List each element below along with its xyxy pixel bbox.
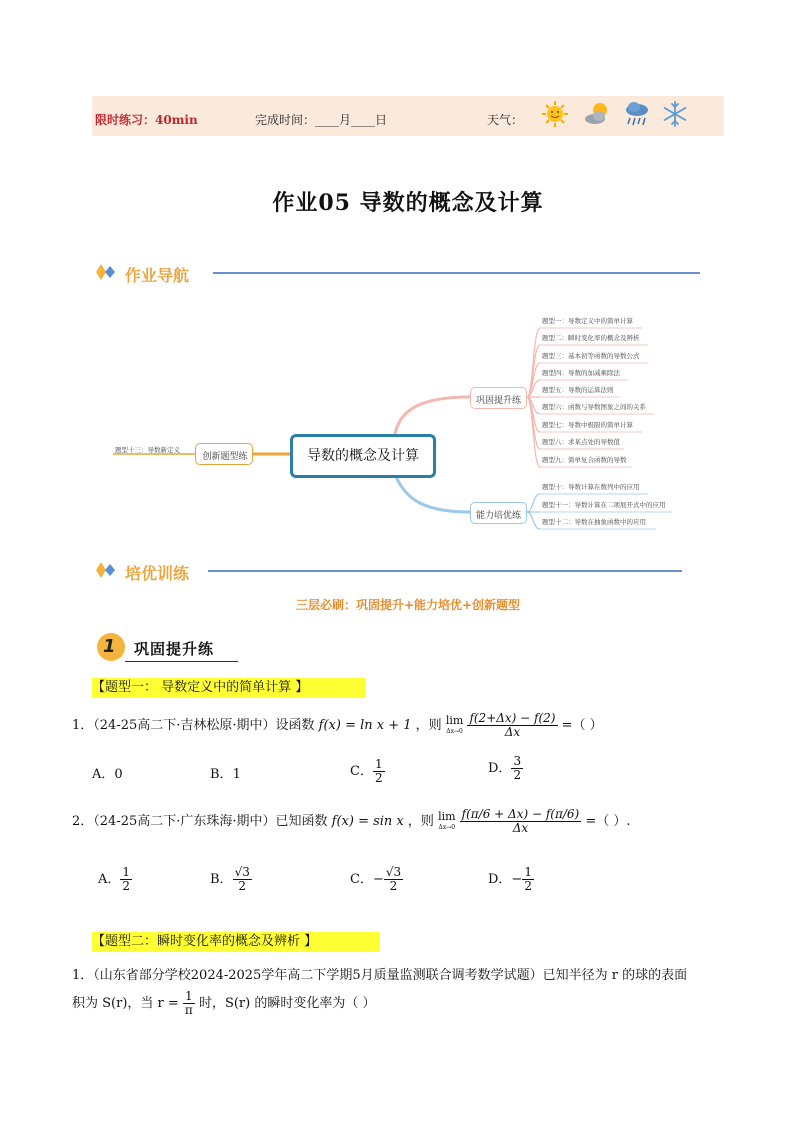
mindmap-leaf: 题型四：导数的加减乘除法 <box>542 369 620 377</box>
option-c[interactable]: C． $\frac{1}{2}$ <box>350 757 383 785</box>
practice-subtitle: 三层必刷：巩固提升+能力培优+创新题型 <box>295 598 521 612</box>
section-diamond-icon <box>96 264 118 280</box>
mindmap-leaf: 题型三：基本初等函数的导数公式 <box>542 352 640 360</box>
question-tail: =（ ） <box>561 718 603 733</box>
option-d[interactable]: D． $\frac{3}{2}$ <box>488 754 522 782</box>
sun-icon <box>540 99 570 129</box>
question-3-line-2: 积为 S(r)，当 r = $\frac{1}{\pi}$ 时，S(r) 的瞬时变化率为（ ） <box>72 989 376 1017</box>
weather-label: 天气： <box>487 113 524 127</box>
question-3-line-1: 1．（山东省部分学校2024-2025学年高二下学期5月质量监测联合调考数学试题）已知半径为 r 的球的表面 <box>72 968 688 983</box>
mindmap-leaf: 题型二：瞬时变化率的概念及辨析 <box>542 334 640 342</box>
mindmap-center-label: 导数的概念及计算 <box>307 448 419 464</box>
mindmap-leaf: 题型九：简单复合函数的导数 <box>542 456 627 464</box>
section-train-line <box>208 570 682 572</box>
option-a[interactable]: A．0 <box>92 767 123 782</box>
question-stem: 2．（24-25高二下·广东珠海·期中）已知函数 <box>72 814 328 829</box>
question-2 <box>72 808 631 835</box>
question-function: f(x) = sin x <box>331 814 404 829</box>
mindmap-left-leaf: 题型十三：导数新定义 <box>115 446 180 454</box>
option-b[interactable]: B． $\frac{√3}{2}$ <box>210 865 250 893</box>
option-b[interactable]: B．1 <box>210 767 241 782</box>
question-function: f(x) = ln x + 1 <box>318 718 412 733</box>
section-number: 1 <box>103 636 116 657</box>
mindmap-connectors <box>0 300 794 540</box>
section-nav-heading: 作业导航 <box>125 266 190 285</box>
mindmap-leaf: 题型十：导数计算在数列中的应用 <box>542 483 640 491</box>
mindmap-top-label: 巩固提升练 <box>475 396 521 406</box>
page-title: 作业05 导数的概念及计算 <box>272 190 544 216</box>
mindmap-leaf: 题型一：导数定义中的简单计算 <box>542 317 633 325</box>
practice-time-label: 限时练习：40min <box>95 113 198 127</box>
topic-tag: 【题型二：瞬时变化率的概念及辨析 】 <box>92 932 380 952</box>
mindmap-leaf: 题型十二：导数在抽象函数中的应用 <box>542 518 646 526</box>
question-connector: ，则 <box>415 718 442 733</box>
section-nav-line <box>213 272 700 274</box>
limit-fraction: $\frac{f(2+\Delta x) - f(2)}{\Delta x}$ <box>469 711 556 739</box>
mindmap-leaf: 题型十一：导数计算在二项展开式中的应用 <box>542 501 666 509</box>
section-diamond-icon <box>96 562 118 578</box>
rain-icon <box>622 99 652 129</box>
mindmap-bottom-label: 能力培优练 <box>475 511 521 521</box>
option-a[interactable]: A． $\frac{1}{2}$ <box>98 865 131 893</box>
mindmap-left-label: 创新题型练 <box>202 452 248 462</box>
completion-time-label: 完成时间：____月____日 <box>255 113 388 127</box>
partly-cloudy-icon <box>583 99 613 129</box>
snowflake-icon <box>660 99 690 129</box>
limit-symbol: lim Δx→0 <box>445 713 464 735</box>
option-d[interactable]: D．− $\frac{1}{2}$ <box>488 865 532 893</box>
question-1 <box>72 712 603 739</box>
question-connector: ，则 <box>407 814 434 829</box>
question-tail: =（ ）. <box>585 814 631 829</box>
mindmap-leaf: 题型六：函数与导数图象之间的关系 <box>542 403 646 411</box>
mindmap-leaf: 题型七：导数中极限的简单计算 <box>542 421 633 429</box>
section-underline <box>125 661 238 662</box>
option-c[interactable]: C．− $\frac{√3}{2}$ <box>350 865 402 893</box>
section-train-heading: 培优训练 <box>125 564 190 583</box>
section-label: 巩固提升练 <box>134 640 215 658</box>
mindmap-leaf: 题型五：导数的运算法则 <box>542 386 614 394</box>
limit-symbol: lim Δx→0 <box>438 809 456 831</box>
mindmap-leaf: 题型八：求某点处的导数值 <box>542 438 620 446</box>
question-stem: 1．（24-25高二下·吉林松原·期中）设函数 <box>72 718 315 733</box>
topic-tag: 【题型一： 导数定义中的简单计算 】 <box>92 678 366 698</box>
limit-fraction: $\frac{f(\pi/6 + \Delta x) - f(\pi/6)}{\Delta x}$ <box>461 807 580 835</box>
